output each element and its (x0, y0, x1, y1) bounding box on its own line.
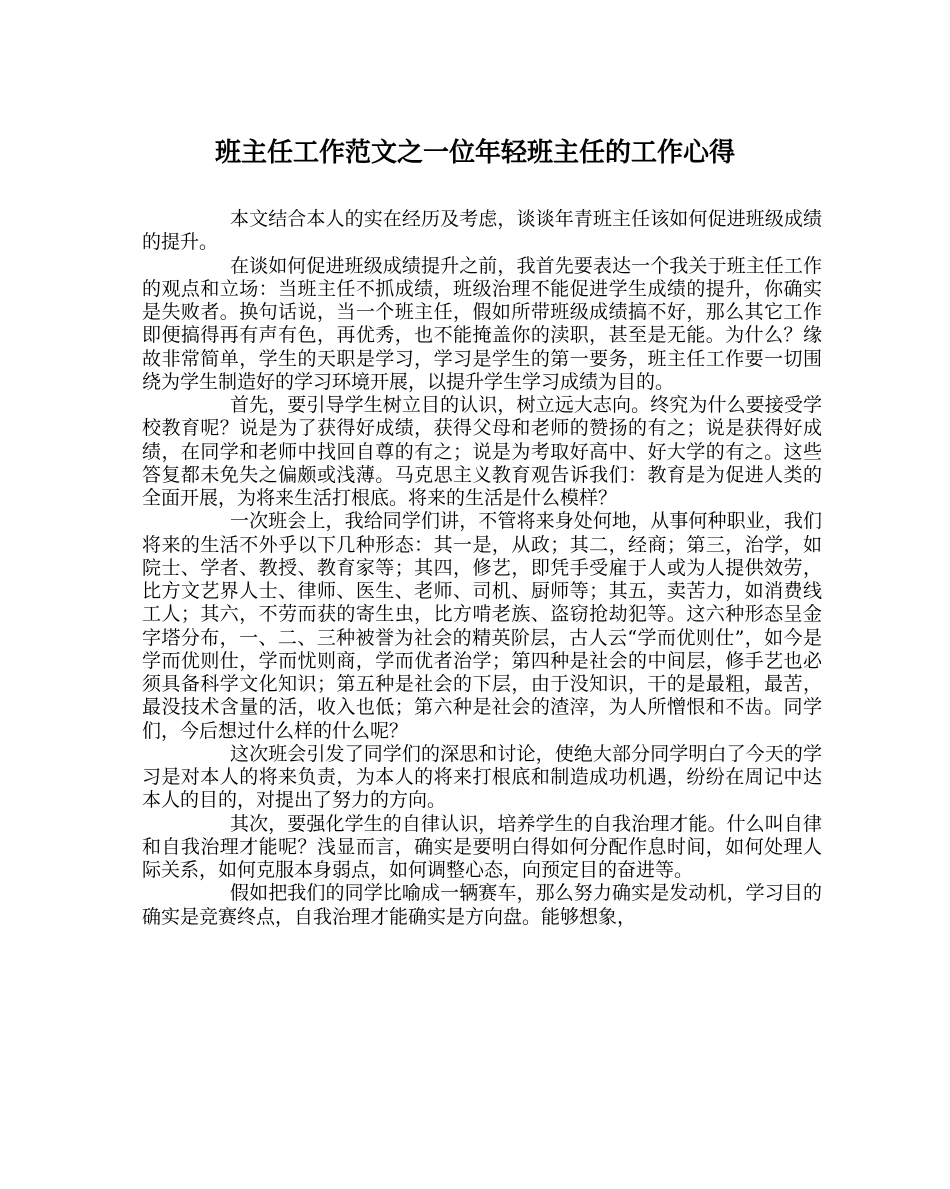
paragraph: 首先，要引导学生树立目的认识，树立远大志向。终究为什么要接受学校教育呢？说是为了获得好成绩，获得父母和老师的赞扬的有之；说是获得好成绩，在同学和老师中找回自尊的有之；说是为考取好高中、好大学的有之。这些答复都未免失之偏颇或浅薄。马克思主义教育观告诉我们：教育是为促进人类的全面开展，为将来生活打根底。将来的生活是什么模样？ (142, 394, 822, 509)
paragraph: 一次班会上，我给同学们讲，不管将来身处何地，从事何种职业，我们将来的生活不外乎以下几种形态：其一是，从政；其二，经商；第三，治学，如院士、学者、教授、教育家等；其四，修艺，即凭手受雇于人或为人提供效劳，比方文艺界人士、律师、医生、老师、司机、厨师等；其五，卖苦力，如消费线工人；其六，不劳而获的寄生虫，比方啃老族、盗窃抢劫犯等。这六种形态呈金字塔分布，一、二、三种被誉为社会的精英阶层，古人云“学而优则仕”，如今是学而优则仕，学而忧则商，学而优者治学；第四种是社会的中间层，修手艺也必须具备科学文化知识；第五种是社会的下层，由于没知识，干的是最粗，最苦，最没技术含量的活，收入也低；第六种是社会的渣滓，为人所憎恨和不齿。同学们，今后想过什么样的什么呢？ (142, 510, 822, 742)
paragraph: 这次班会引发了同学们的深思和讨论，使绝大部分同学明白了今天的学习是对本人的将来负责，为本人的将来打根底和制造成功机遇，纷纷在周记中达本人的目的，对提出了努力的方向。 (142, 742, 822, 812)
document-title: 班主任工作范文之一位年轻班主任的工作心得 (214, 138, 735, 168)
paragraph: 假如把我们的同学比喻成一辆赛车，那么努力确实是发动机，学习目的确实是竞赛终点，自我治理才能确实是方向盘。能够想象， (142, 882, 822, 928)
paragraph: 在谈如何促进班级成绩提升之前，我首先要表达一个我关于班主任工作的观点和立场：当班主任不抓成绩，班级治理不能促进学生成绩的提升，你确实是失败者。换句话说，当一个班主任，假如所带班级成绩搞不好，那么其它工作即便搞得再有声有色，再优秀，也不能掩盖你的渎职，甚至是无能。为什么？缘故非常简单，学生的天职是学习，学习是学生的第一要务，班主任工作要一切围绕为学生制造好的学习环境开展，以提升学生学习成绩为目的。 (142, 254, 822, 393)
paragraph: 其次，要强化学生的自律认识，培养学生的自我治理才能。什么叫自律和自我治理才能呢？浅显而言，确实是要明白得如何分配作息时间，如何处理人际关系，如何克服本身弱点，如何调整心态，向预定目的奋进等。 (142, 812, 822, 881)
document-body (142, 208, 822, 929)
paragraph: 本文结合本人的实在经历及考虑，谈谈年青班主任该如何促进班级成绩的提升。 (142, 208, 822, 254)
